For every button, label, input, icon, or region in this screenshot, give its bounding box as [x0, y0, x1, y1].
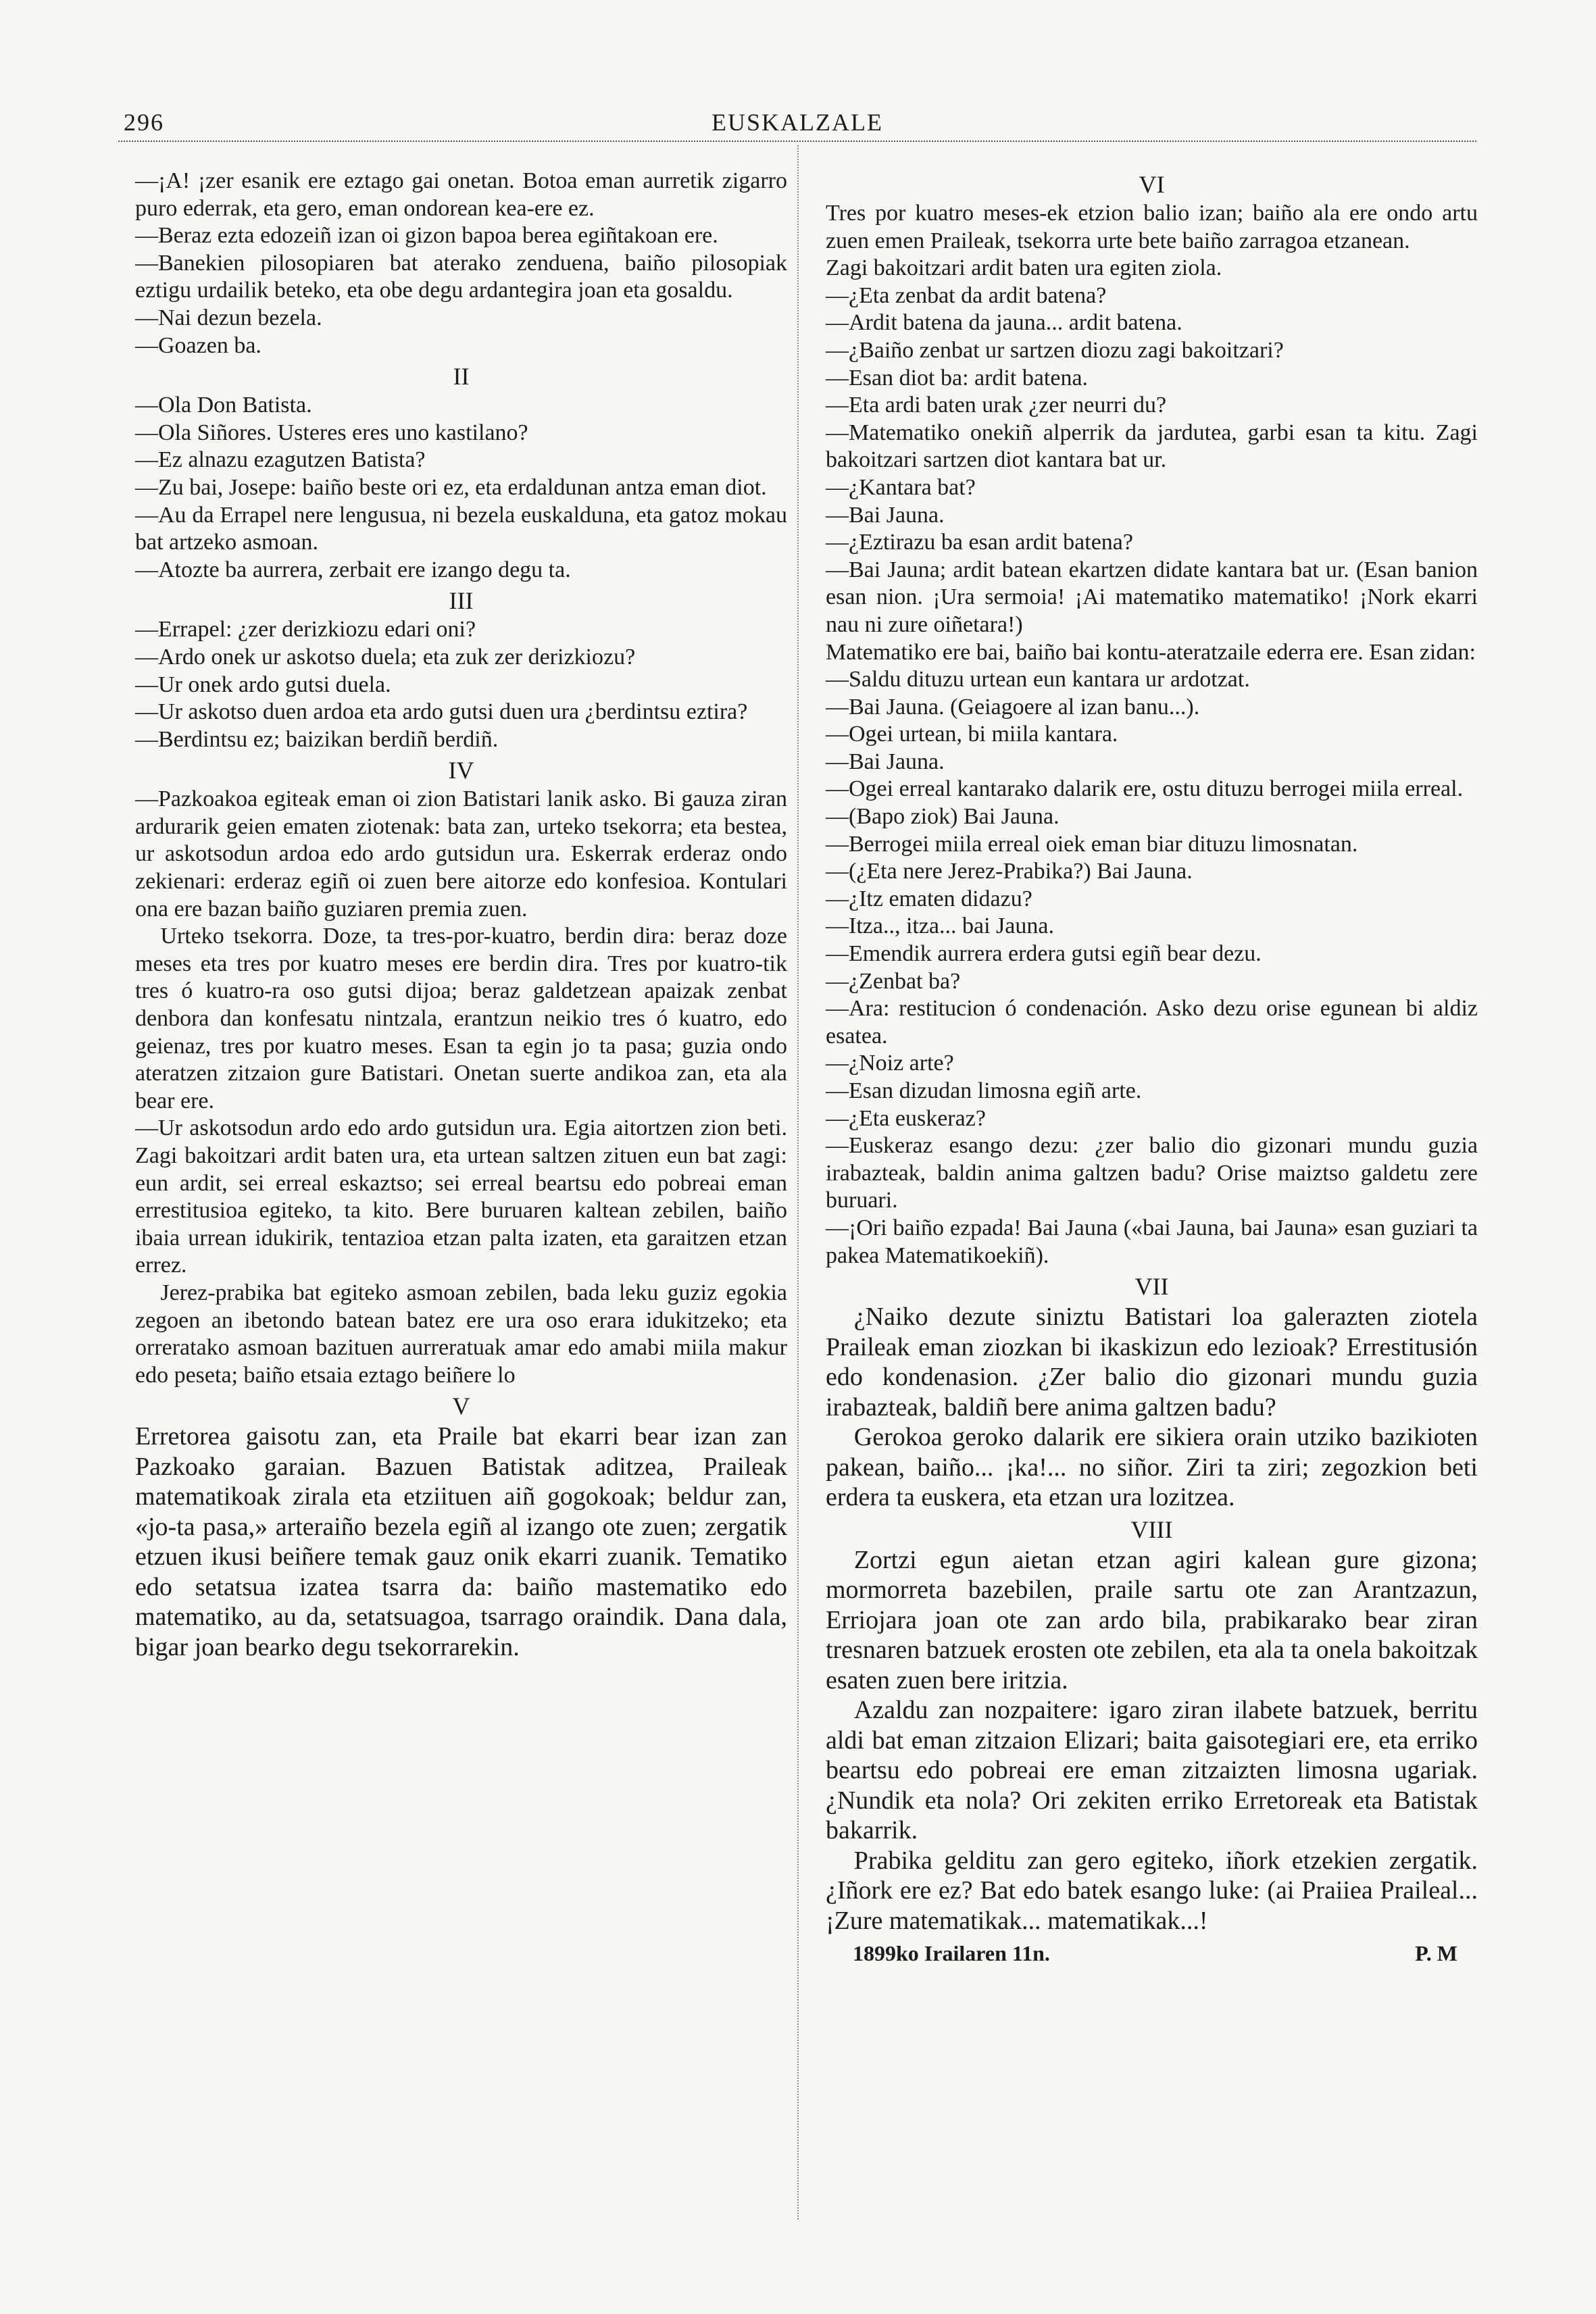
paragraph: —Ur onek ardo gutsi duela.: [135, 672, 391, 697]
paragraph: —¡Ori baiño ezpada! Bai Jauna («bai Jauna, bai Jauna» esan guziari ta pakea Matematikoekiñ).: [826, 1215, 1478, 1268]
paragraph: —Ola Don Batista.: [135, 393, 312, 418]
paragraph: —Au da Errapel nere lengusua, ni bezela euskalduna, eta gatoz mokau bat artzeko asmoan.: [135, 502, 787, 555]
paragraph: Zortzi egun aietan etzan agiri kalean gure gizona; mormorreta bazebilen, praile sartu ote zan Arantzazun, Erriojara joan ote zan ardo bila, prabikarako bear ziran tresnaren batzuek erosten ote zebilen, eta ala ta onela bakoitzak esaten zuen bere iritzia.: [826, 1545, 1478, 1694]
paragraph: —Ur askotsodun ardo edo ardo gutsidun ura. Egia aitortzen zion beti. Zagi bakoitzari ardit baten ura, eta urtean saltzen zituen eun bat zagi: eun ardit, sei erreal eskaztso; sei erreal beartsu edo pobreai eman errestitusioa egiteko, ta kito. Bere buruaren kaltean zebilen, baiño ibaia urrean idukirik, tentazioa etzan palta izaten, eta garaitzen etzan errez.: [135, 1115, 787, 1278]
column-divider: [797, 145, 799, 2219]
section-5: [135, 1392, 787, 1662]
section-number: II: [453, 363, 470, 391]
section-8: [826, 1515, 1478, 1936]
journal-title: EUSKALZALE: [712, 109, 883, 136]
paragraph: —¿Baiño zenbat ur sartzen diozu zagi bakoitzari?: [826, 337, 1284, 363]
section-intro: [135, 168, 787, 359]
section-number: VI: [1139, 171, 1165, 198]
paragraph: —Ogei erreal kantarako dalarik ere, ostu dituzu berrogei miila erreal.: [826, 776, 1464, 802]
paragraph: Azaldu zan nozpaitere: igaro ziran ilabete batzuek, berritu aldi bat eman zitzaion Elizari; baita gaisotegiari ere, eta erriko beartsu edo pobreai ere eman zitzaizten limosna ugariak. ¿Nundik eta nola? Ori zekiten erriko Erretoreak eta Batistak bakarrik.: [826, 1696, 1478, 1845]
paragraph: —Eta ardi baten urak ¿zer neurri du?: [826, 393, 1167, 418]
paragraph: —Ola Siñores. Usteres eres uno kastilano?: [135, 420, 528, 445]
paragraph: —¿Eta euskeraz?: [826, 1105, 986, 1131]
left-column: [135, 168, 787, 1662]
article-author: P. M: [1415, 1941, 1457, 1966]
header-rule: [118, 141, 1476, 142]
running-head: [118, 101, 1476, 142]
paragraph: —Itza.., itza... bai Jauna.: [826, 913, 1054, 939]
paragraph: ¿Naiko dezute siniztu Batistari loa galerazten ziotela Praileak eman ziozkan bi ikaskizun edo lezioak? Errestitusión edo kondenasion. ¿Zer balio dio gizonari mundu guzia irabazteak, baldiñ bere anima galtzen badu?: [826, 1303, 1478, 1422]
section-number: VIII: [1130, 1515, 1173, 1543]
section-6: [826, 170, 1478, 1269]
paragraph: —Saldu dituzu urtean eun kantara ur ardotzat.: [826, 667, 1250, 693]
paragraph: —Berrogei miila erreal oiek eman biar dituzu limosnatan.: [826, 831, 1358, 857]
paragraph: —Ardit batena da jauna... ardit batena.: [826, 310, 1182, 336]
paragraph: —¿Eztirazu ba esan ardit batena?: [826, 530, 1133, 555]
paragraph: —Errapel: ¿zer derizkiozu edari oni?: [135, 617, 476, 643]
paragraph: —¿Itz ematen didazu?: [826, 886, 1032, 911]
paragraph: —Berdintsu ez; baizikan berdiñ berdiñ.: [135, 726, 499, 752]
paragraph: Zagi bakoitzari ardit baten ura egiten ziola.: [826, 255, 1222, 281]
paragraph: Erretorea gaisotu zan, eta Praile bat ekarri bear izan zan Pazkoako garaian. Bazuen Batistak aditzea, Praileak matematikoak zirala eta etziituen aiñ gogokoak; beldur zan, «jo-ta pasa,» arteraiño bezela egiñ al izango ote zuen; zergatik etzuen ikusi beiñere temak gauz onik ekarri zuanik. Tematiko edo setatsua izatea tsarra da: baiño mastematiko edo matematiko, au da, setatsuagoa, tsarrago oraindik. Dana dala, bigar joan bearko degu tsekorrarekin.: [135, 1422, 787, 1661]
paragraph: Jerez-prabika bat egiteko asmoan zebilen, bada leku guziz egokia zegoen an ibetondo batean batez ere ura oso erara idukitzeko; eta orreratako asmoan bazituen aurreratuak amar edo amabi miila makur edo peseta; baiño etsaia eztago beiñere lo: [135, 1280, 787, 1388]
paragraph: —Ara: restitucion ó condenación. Asko dezu orise egunean bi aldiz esatea.: [826, 996, 1478, 1049]
paragraph: —Nai dezun bezela.: [135, 305, 322, 330]
section-2: [135, 362, 787, 584]
paragraph: —Pazkoakoa egiteak eman oi zion Batistari lanik asko. Bi gauza ziran ardurarik geien ematen ziotenak: bata zan, urteko tsekorra; eta bestea, ur askotsodun ardoa edo ardo gutsidun ura. Eskerrak erderaz ondo zekienari: erderaz egiñ oi zuen bere aitorze edo konfesioa. Kontulari ona ere bazan baiño guziaren premia zuen.: [135, 786, 787, 922]
section-number: IV: [448, 757, 474, 784]
paragraph: —Atozte ba aurrera, zerbait ere izango degu ta.: [135, 557, 571, 582]
paragraph: —Goazen ba.: [135, 332, 261, 358]
paragraph: —Bai Jauna.: [826, 749, 945, 774]
page-number: 296: [124, 109, 164, 136]
paragraph: —Beraz ezta edozeiñ izan oi gizon bapoa berea egiñtakoan ere.: [135, 223, 718, 249]
paragraph: —¿Zenbat ba?: [826, 968, 961, 994]
paragraph: Gerokoa geroko dalarik ere sikiera orain utziko bazikioten pakean, baiño... ¡ka!... no siñor. Ziri ta ziri; zegozkion beti erdera ta euskera, eta etzan ura lozitzea.: [826, 1423, 1478, 1512]
paragraph: —¡A! ¡zer esanik ere eztago gai onetan. Botoa eman aurretik zigarro puro ederrak, eta gero, eman ondorean kea-ere ez.: [135, 168, 787, 221]
paragraph: —¿Noiz arte?: [826, 1051, 954, 1076]
article-date: 1899ko Irailaren 11n.: [853, 1941, 1050, 1966]
paragraph: —Ez alnazu ezagutzen Batista?: [135, 447, 426, 473]
paragraph: Tres por kuatro meses-ek etzion balio izan; baiño ala ere ondo artu zuen emen Praileak, tsekorra urte bete baiño zarragoa etzanean.: [826, 201, 1478, 253]
section-number: VII: [1134, 1273, 1169, 1301]
paragraph: —Ogei urtean, bi miila kantara.: [826, 722, 1118, 747]
paragraph: —Bai Jauna; ardit batean ekartzen didate kantara bat ur. (Esan banion esan nion. ¡Ura sermoia! ¡Ai matematiko matematiko! ¡Nork ekarri nau ni zure oiñetara!): [826, 557, 1478, 637]
paragraph: —(Bapo ziok) Bai Jauna.: [826, 804, 1059, 830]
paragraph: —Bai Jauna.: [826, 502, 945, 528]
section-number: V: [452, 1392, 470, 1420]
paragraph: —¿Eta zenbat da ardit batena?: [826, 282, 1107, 308]
paragraph: —Esan diot ba: ardit batena.: [826, 365, 1089, 391]
paragraph: Urteko tsekorra. Doze, ta tres-por-kuatro, berdin dira: beraz doze meses eta tres por kuatro meses ere berdin dira. Tres por kuatro-tik tres ó kuatro-ra oso gutsi dijoa; beraz galdetzean apaizak zenbat denbora dan konfesatu nintzala, erantzun neikio tres ó kuatro, edo geienaz, tres por kuatro meses. Esan ta egin jo ta pasa; guzia ondo ateratzen zitzaion gure Batistari. Onetan suerte andikoa zan, eta ala bear ere.: [135, 924, 787, 1113]
paragraph: —Bai Jauna. (Geiagoere al izan banu...).: [826, 694, 1200, 720]
section-number: III: [449, 587, 474, 615]
paragraph: Prabika gelditu zan gero egiteko, iñork etzekien zergatik. ¿Iñork ere ez? Bat edo batek esango luke: (ai Praiiea Praileal... ¡Zure matematikak... matematikak...!: [826, 1846, 1478, 1935]
paragraph: —¿Kantara bat?: [826, 474, 976, 500]
paragraph: —Emendik aurrera erdera gutsi egiñ bear dezu.: [826, 941, 1262, 967]
paragraph: —Esan dizudan limosna egiñ arte.: [826, 1078, 1142, 1103]
paragraph: Matematiko ere bai, baiño bai kontu-ateratzaile ederra ere. Esan zidan:: [826, 639, 1476, 665]
paragraph: —Zu bai, Josepe: baiño beste ori ez, eta erdaldunan antza eman diot.: [135, 474, 767, 500]
paragraph: —(¿Eta nere Jerez-Prabika?) Bai Jauna.: [826, 859, 1193, 884]
paragraph: —Ur askotso duen ardoa eta ardo gutsi duen ura ¿berdintsu eztira?: [135, 699, 748, 725]
paragraph: —Ardo onek ur askotso duela; eta zuk zer derizkiozu?: [135, 644, 636, 670]
section-4: [135, 756, 787, 1389]
paragraph: —Banekien pilosopiaren bat aterako zenduena, baiño pilosopiak eztigu urdailik beteko, eta obe degu ardantegira joan eta gosaldu.: [135, 250, 787, 303]
section-7: [826, 1272, 1478, 1513]
article-footer: [826, 1940, 1478, 1969]
section-3: [135, 586, 787, 753]
right-column: [826, 168, 1478, 1969]
paragraph: —Matematiko onekiñ alperrik da jardutea, garbi esan ta kitu. Zagi bakoitzari sartzen diot kantara bat ur.: [826, 420, 1478, 473]
paragraph: —Euskeraz esango dezu: ¿zer balio dio gizonari mundu guzia irabazteak, baldin anima galtzen badu? Orise maiztso galdetu zere buruari.: [826, 1133, 1478, 1213]
